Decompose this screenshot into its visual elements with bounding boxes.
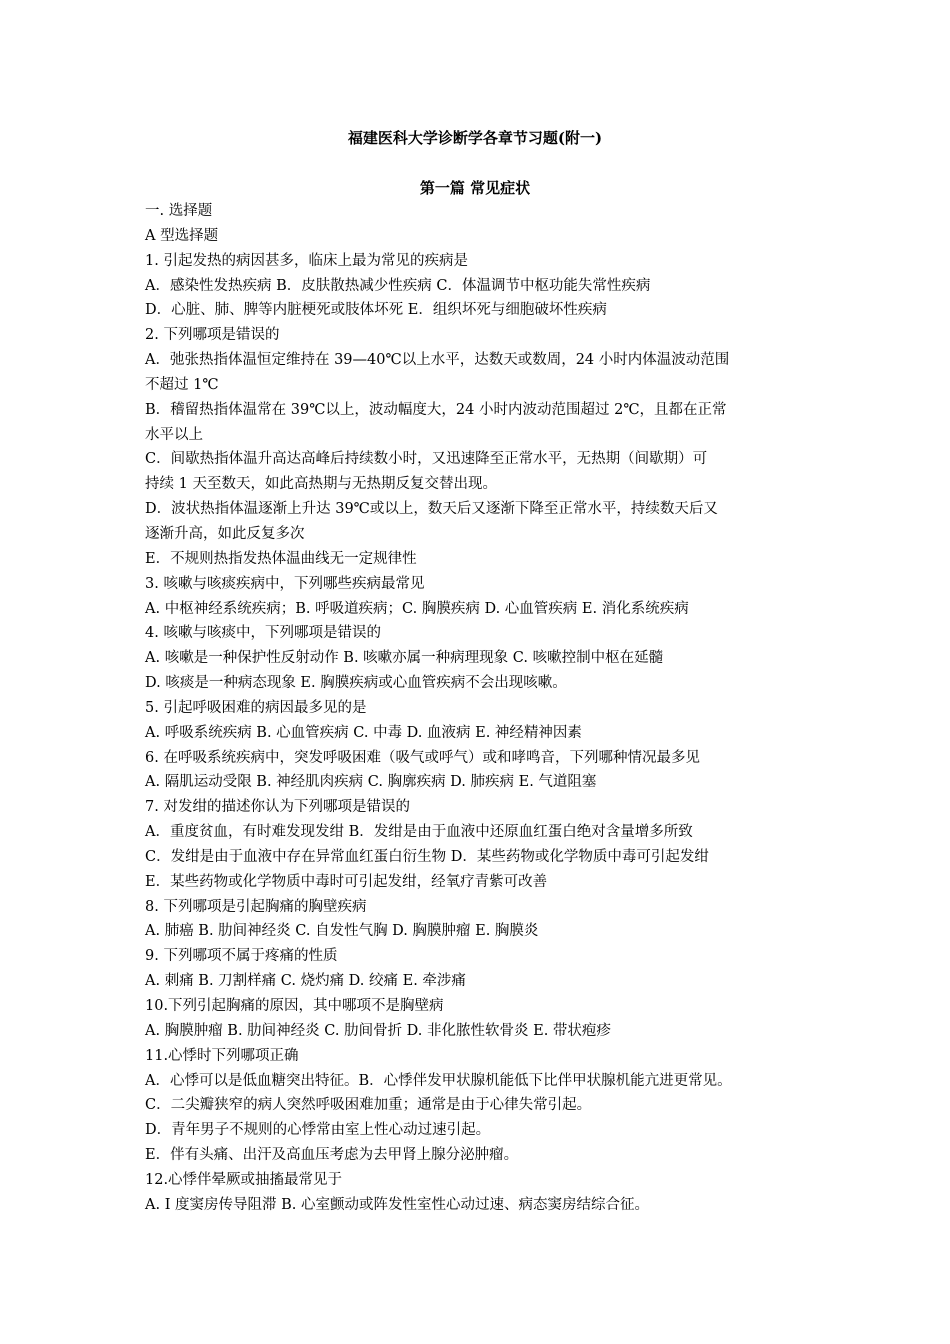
- text-line: 8. 下列哪项是引起胸痛的胸壁疾病: [145, 898, 367, 915]
- text-line: A．重度贫血，有时难发现发绀 B．发绀是由于血液中还原血红蛋白绝对含量增多所致: [145, 824, 693, 841]
- text-line: 11.心悸时下列哪项正确: [145, 1047, 299, 1064]
- text-line: A. 咳嗽是一种保护性反射动作 B. 咳嗽亦属一种病理现象 C. 咳嗽控制中枢在延髓: [145, 650, 664, 667]
- text-line: 水平以上: [145, 426, 203, 443]
- text-line: A．心悸可以是低血糖突出特征。B．心悸伴发甲状腺机能低下比伴甲状腺机能亢进更常见。: [145, 1072, 732, 1089]
- text-line: D. 咳痰是一种病态现象 E. 胸膜疾病或心血管疾病不会出现咳嗽。: [145, 675, 567, 692]
- text-line: 5. 引起呼吸困难的病因最多见的是: [145, 699, 367, 716]
- text-line: C．间歇热指体温升高达高峰后持续数小时，又迅速降至正常水平，无热期（间歇期）可: [145, 451, 708, 468]
- text-line: 6. 在呼吸系统疾病中，突发呼吸困难（吸气或呼气）或和哮鸣音，下列哪种情况最多见: [145, 749, 700, 766]
- text-line: A 型选择题: [145, 227, 219, 244]
- text-line: 持续 1 天至数天，如此高热期与无热期反复交替出现。: [145, 476, 497, 493]
- text-line: E．不规则热指发热体温曲线无一定规律性: [145, 550, 417, 567]
- text-line: A. 呼吸系统疾病 B. 心血管疾病 C. 中毒 D. 血液病 E. 神经精神因素: [145, 724, 582, 741]
- text-line: A. 中枢神经系统疾病；B. 呼吸道疾病；C. 胸膜疾病 D. 心血管疾病 E. 消化系统疾病: [145, 600, 689, 617]
- text-line: A. 肺癌 B. 肋间神经炎 C. 自发性气胸 D. 胸膜肿瘤 E. 胸膜炎: [145, 923, 539, 940]
- text-line: C．发绀是由于血液中存在异常血红蛋白衍生物 D．某些药物或化学物质中毒可引起发绀: [145, 848, 709, 865]
- text-line: 一. 选择题: [145, 203, 213, 219]
- text-line: A. 刺痛 B. 刀割样痛 C. 烧灼痛 D. 绞痛 E. 牵涉痛: [145, 973, 466, 990]
- text-line: 12.心悸伴晕厥或抽搐最常见于: [145, 1171, 343, 1188]
- text-line: A. I 度窦房传导阻滞 B. 心室颤动或阵发性室性心动过速、病态窦房结综合征。: [145, 1196, 650, 1213]
- text-line: A. 胸膜肿瘤 B. 肋间神经炎 C. 肋间骨折 D. 非化脓性软骨炎 E. 带状疱疹: [145, 1022, 611, 1039]
- text-line: 7. 对发绀的描述你认为下列哪项是错误的: [145, 799, 410, 816]
- document-title: 福建医科大学诊断学各章节习题(附一): [347, 129, 603, 147]
- text-line: 3. 咳嗽与咳痰疾病中，下列哪些疾病最常见: [145, 575, 425, 592]
- document-body: [145, 199, 825, 1218]
- text-line: 4. 咳嗽与咳痰中，下列哪项是错误的: [145, 625, 381, 642]
- text-line: B．稽留热指体温常在 39℃以上，波动幅度大，24 小时内波动范围超过 2℃，且都在正常: [145, 401, 727, 418]
- text-line: 2. 下列哪项是错误的: [145, 327, 280, 344]
- text-line: E．伴有头痛、出汗及高血压考虑为去甲肾上腺分泌肿瘤。: [145, 1147, 519, 1164]
- text-line: 1. 引起发热的病因甚多，临床上最为常见的疾病是: [145, 252, 468, 269]
- text-line: A．弛张热指体温恒定维持在 39—40℃以上水平，达数天或数周，24 小时内体温波动范围: [145, 352, 730, 369]
- text-line: 不超过 1℃: [145, 376, 219, 393]
- text-line: D．青年男子不规则的心悸常由室上性心动过速引起。: [145, 1122, 491, 1139]
- text-line: A．感染性发热疾病 B．皮肤散热减少性疾病 C．体温调节中枢功能失常性疾病: [145, 277, 651, 294]
- text-line: D．心脏、肺、脾等内脏梗死或肢体坏死 E．组织坏死与细胞破坏性疾病: [145, 302, 607, 319]
- text-line: 10.下列引起胸痛的原因，其中哪项不是胸壁病: [145, 998, 444, 1014]
- text-line: 9. 下列哪项不属于疼痛的性质: [145, 948, 338, 965]
- text-line: D．波状热指体温逐渐上升达 39℃或以上，数天后又逐渐下降至正常水平，持续数天后又: [145, 501, 718, 518]
- text-line: A. 隔肌运动受限 B. 神经肌肉疾病 C. 胸廓疾病 D. 肺疾病 E. 气道阻塞: [145, 774, 597, 791]
- text-line: 逐渐升高，如此反复多次: [145, 525, 305, 542]
- text-line: E．某些药物或化学物质中毒时可引起发绀，经氧疗青紫可改善: [145, 873, 548, 890]
- text-line: C．二尖瓣狭窄的病人突然呼吸困难加重；通常是由于心律失常引起。: [145, 1097, 592, 1114]
- section-title: 第一篇 常见症状: [419, 179, 531, 197]
